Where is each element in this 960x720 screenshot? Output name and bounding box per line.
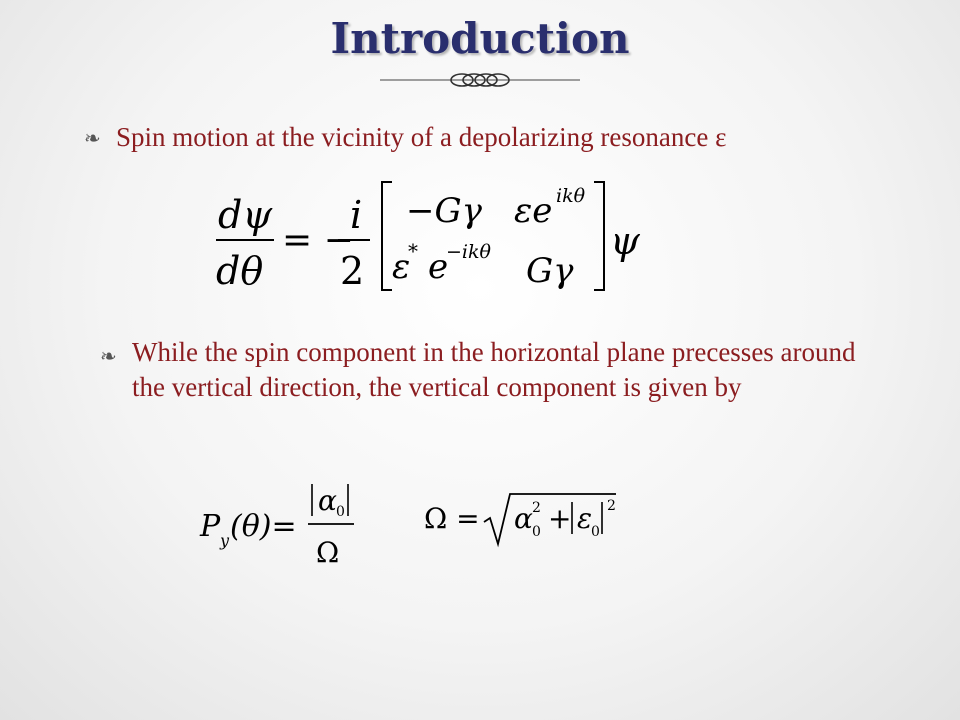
- alpha: α: [514, 502, 533, 535]
- lhs-numerator: dψ: [218, 193, 273, 237]
- bullet-text: While the spin component in the horizontal plane precesses around the vertical direction, the vertical component is given by: [132, 337, 856, 402]
- polarization-equation: [196, 480, 376, 570]
- matrix-m11: −Gγ: [406, 191, 482, 231]
- matrix-m21-star: *: [408, 239, 418, 263]
- bullet-spin-motion: [84, 122, 726, 153]
- bullet-leaf-icon: ❧: [100, 344, 117, 368]
- spin-motion-equation: [210, 172, 650, 302]
- numerator-alpha: α: [318, 484, 337, 517]
- bullet-vertical-component: [100, 335, 860, 405]
- epsilon-superscript: 2: [607, 498, 616, 514]
- rhs-psi: ψ: [610, 219, 640, 263]
- matrix-m21-base: ε: [392, 247, 411, 287]
- coef-numerator: i: [350, 193, 363, 237]
- lhs-p-subscript: y: [220, 531, 230, 550]
- lhs-denominator: dθ: [216, 249, 264, 293]
- coef-denominator: 2: [340, 249, 365, 293]
- matrix-m21-exponent: −ikθ: [446, 241, 491, 263]
- title-divider-ornament: [380, 66, 580, 98]
- alpha-superscript: 2: [532, 500, 541, 516]
- slide-title: Introduction: [330, 14, 630, 63]
- alpha-subscript: 0: [532, 524, 541, 540]
- lhs-argument: (θ)=: [230, 509, 297, 544]
- plus-sign: +: [548, 502, 572, 535]
- epsilon-subscript: 0: [591, 524, 600, 540]
- matrix-m12-base: εe: [514, 191, 553, 231]
- bullet-leaf-icon: ❧: [84, 126, 101, 150]
- matrix-m21-e: e: [428, 247, 449, 287]
- numerator-alpha-subscript: 0: [336, 504, 345, 520]
- bullet-text: Spin motion at the vicinity of a depolarizing resonance ε: [116, 122, 727, 152]
- omega-equation: [420, 488, 630, 558]
- equals-minus: = −: [282, 220, 354, 261]
- omega-lhs: Ω =: [424, 502, 480, 535]
- denominator-omega: Ω: [316, 536, 340, 569]
- matrix-m22: Gγ: [526, 251, 574, 291]
- matrix-m12-exponent: ikθ: [556, 185, 586, 207]
- epsilon: ε: [577, 502, 593, 535]
- lhs-p: P: [200, 509, 221, 544]
